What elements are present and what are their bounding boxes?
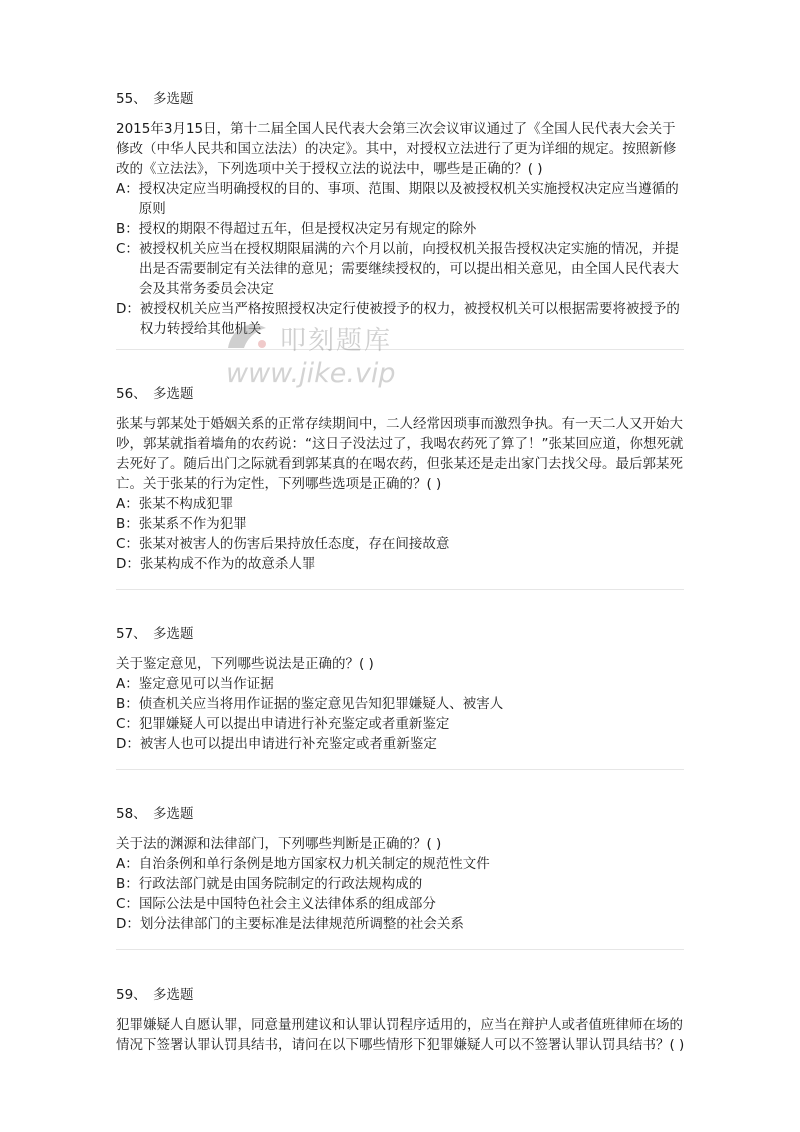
option-a xyxy=(116,494,688,514)
option-key: A： xyxy=(116,676,139,692)
question-stem: 张某与郭某处于婚姻关系的正常存续期间中，二人经常因琐事而激烈争执。有一天二人又开始大吵，郭某就指着墙角的农药说：“这日子没法过了，我喝农药死了算了！”张某回应道，你想死就去死好了。随后出门之际就看到郭某真的在喝农药，但张某还是走出家门去找父母。最后郭某死亡。关于张某的行为定性，下列哪些选项是正确的？( ) xyxy=(116,416,684,492)
option-c xyxy=(116,239,688,299)
question-56 xyxy=(116,384,688,574)
option-text: 被授权机关应当在授权期限届满的六个月以前，向授权机关报告授权决定实施的情况，并提出是否需要制定有关法律的意见；需要继续授权的，可以提出相关意见，由全国人民代表大会及其常务委员会决定 xyxy=(138,241,679,297)
option-text: 犯罪嫌疑人可以提出申请进行补充鉴定或者重新鉴定 xyxy=(138,716,450,732)
question-stem: 犯罪嫌疑人自愿认罪，同意量刑建议和认罪认罚程序适用的，应当在辩护人或者值班律师在场的情况下签署认罪认罚具结书，请问在以下哪些情形下犯罪嫌疑人可以不签署认罪认罚具结书？( ) xyxy=(116,1017,685,1053)
option-key: A： xyxy=(116,496,139,512)
question-59 xyxy=(116,985,688,1055)
option-d xyxy=(116,299,688,339)
question-number: 59、 xyxy=(116,987,147,1003)
question-divider xyxy=(116,769,684,770)
option-text: 行政法部门就是由国务院制定的行政法规构成的 xyxy=(138,876,423,892)
question-divider xyxy=(116,949,684,950)
watermark-url: www.jike.vip xyxy=(226,358,396,389)
option-a xyxy=(116,674,688,694)
question-type: 多选题 xyxy=(152,91,194,107)
question-type: 多选题 xyxy=(152,987,194,1003)
option-key: C： xyxy=(116,716,139,732)
option-c xyxy=(116,534,688,554)
question-divider xyxy=(116,589,684,590)
question-header xyxy=(116,89,688,109)
question-number: 57、 xyxy=(116,626,147,642)
option-d xyxy=(116,554,688,574)
question-divider xyxy=(116,349,684,350)
question-55 xyxy=(116,89,688,339)
option-key: B： xyxy=(116,516,139,532)
option-text: 授权决定应当明确授权的目的、事项、范围、期限以及被授权机关实施授权决定应当遵循的原则 xyxy=(138,181,679,217)
question-number: 58、 xyxy=(116,806,147,822)
option-text: 授权的期限不得超过五年，但是授权决定另有规定的除外 xyxy=(138,221,477,237)
option-d xyxy=(116,734,688,754)
watermark-brand: 叩刻题库 xyxy=(280,326,393,356)
option-a xyxy=(116,179,688,219)
option-key: B： xyxy=(116,876,139,892)
option-key: B： xyxy=(116,696,139,712)
option-text: 张某对被害人的伤害后果持放任态度，存在间接故意 xyxy=(138,536,450,552)
option-text: 被害人也可以提出申请进行补充鉴定或者重新鉴定 xyxy=(139,736,437,752)
question-type: 多选题 xyxy=(152,626,194,642)
option-text: 划分法律部门的主要标准是法律规范所调整的社会关系 xyxy=(139,916,464,932)
option-text: 张某构成不作为的故意杀人罪 xyxy=(139,556,316,572)
question-header xyxy=(116,985,688,1005)
option-key: A： xyxy=(116,856,139,872)
option-b xyxy=(116,874,688,894)
question-type: 多选题 xyxy=(152,806,194,822)
option-key: D： xyxy=(116,556,140,572)
option-b xyxy=(116,694,688,714)
option-key: D： xyxy=(116,301,140,317)
option-text: 被授权机关应当严格按照授权决定行使被授予的权力，被授权机关可以根据需要将被授予的权力转授给其他机关 xyxy=(139,301,680,337)
question-57 xyxy=(116,624,688,754)
option-b xyxy=(116,514,688,534)
question-58 xyxy=(116,804,688,934)
option-key: C： xyxy=(116,241,139,257)
option-text: 自治条例和单行条例是地方国家权力机关制定的规范性文件 xyxy=(138,856,490,872)
option-c xyxy=(116,714,688,734)
option-c xyxy=(116,894,688,914)
question-header xyxy=(116,804,688,824)
option-text: 鉴定意见可以当作证据 xyxy=(138,676,274,692)
question-number: 56、 xyxy=(116,386,147,402)
option-text: 国际公法是中国特色社会主义法律体系的组成部分 xyxy=(138,896,436,912)
question-stem: 关于法的渊源和法律部门，下列哪些判断是正确的？( ) xyxy=(116,836,442,852)
question-header xyxy=(116,384,688,404)
option-key: C： xyxy=(116,536,139,552)
question-type: 多选题 xyxy=(152,386,194,402)
question-header xyxy=(116,624,688,644)
question-stem: 关于鉴定意见，下列哪些说法是正确的？( ) xyxy=(116,656,374,672)
question-stem: 2015年3月15日，第十二届全国人民代表大会第三次会议审议通过了《全国人民代表大会关于修改（中华人民共和国立法法）的决定》。其中，对授权立法进行了更为详细的规定。按照新修改的《立法法》，下列选项中关于授权立法的说法中，哪些是正确的？( ) xyxy=(116,121,677,177)
option-key: D： xyxy=(116,916,140,932)
option-key: B： xyxy=(116,221,139,237)
option-text: 张某系不作为犯罪 xyxy=(138,516,247,532)
option-text: 张某不构成犯罪 xyxy=(138,496,234,512)
option-a xyxy=(116,854,688,874)
option-text: 侦查机关应当将用作证据的鉴定意见告知犯罪嫌疑人、被害人 xyxy=(138,696,504,712)
option-key: C： xyxy=(116,896,139,912)
question-number: 55、 xyxy=(116,91,147,107)
option-key: D： xyxy=(116,736,140,752)
option-d xyxy=(116,914,688,934)
option-b xyxy=(116,219,688,239)
option-key: A： xyxy=(116,181,139,197)
